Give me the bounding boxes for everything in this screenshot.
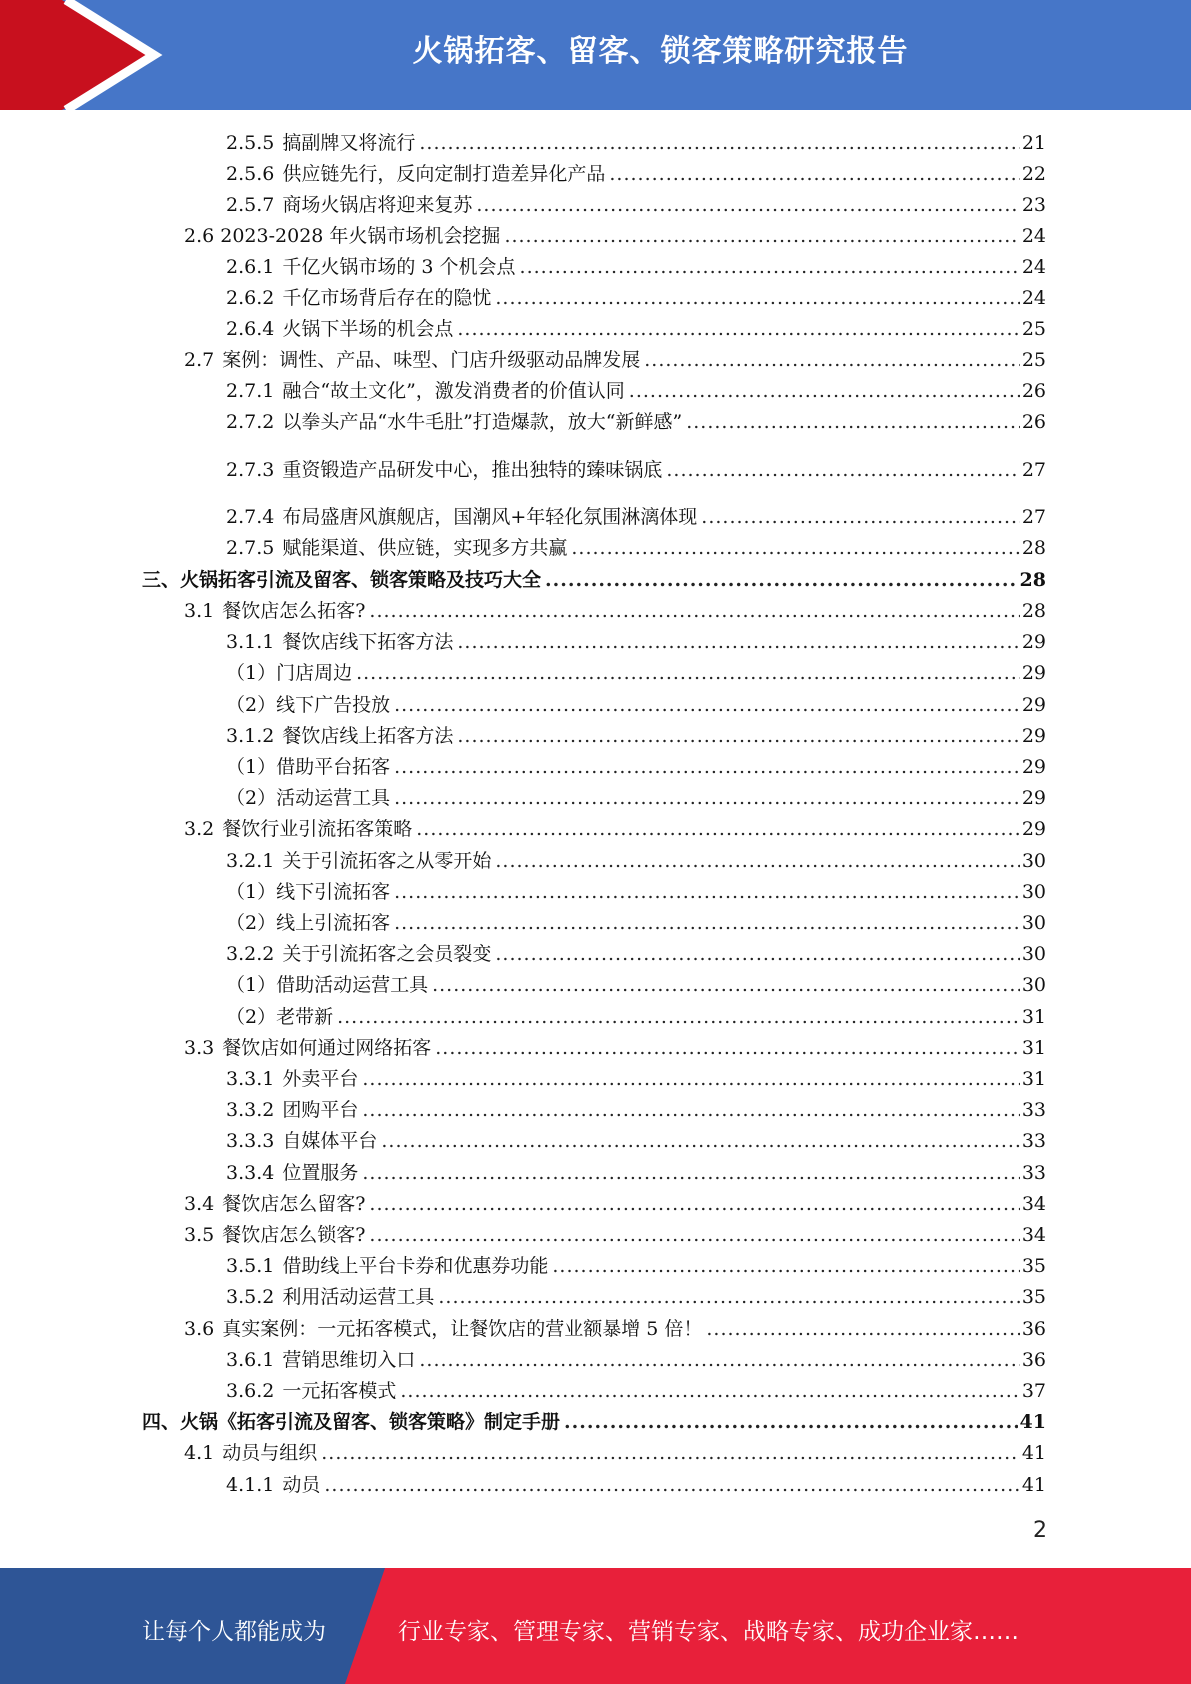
toc-entry-page: 29 — [1021, 694, 1046, 716]
toc-leader-dots — [362, 1158, 1019, 1188]
toc-entry[interactable] — [142, 565, 1046, 595]
toc-leader-dots — [545, 565, 1018, 595]
toc-entry-page: 41 — [1021, 1442, 1046, 1464]
toc-entry-title: 商场火锅店将迎来复苏 — [282, 194, 473, 216]
toc-entry-number: 4.1 — [184, 1442, 215, 1464]
toc-entry-number: 2.7.4 — [226, 506, 275, 528]
toc-entry[interactable] — [226, 752, 1046, 782]
toc-leader-dots — [438, 1282, 1019, 1312]
toc-entry-number: 2.7.2 — [226, 411, 275, 433]
toc-leader-dots — [495, 846, 1019, 876]
toc-entry-page: 29 — [1021, 725, 1046, 747]
toc-entry-title: 餐饮店如何通过网络拓客 — [222, 1037, 432, 1059]
toc-entry-page: 26 — [1021, 411, 1046, 433]
toc-leader-dots — [571, 533, 1019, 563]
toc-entry[interactable] — [226, 1251, 1046, 1281]
toc-entry-page: 30 — [1021, 912, 1046, 934]
toc-entry-title: （2）老带新 — [226, 1006, 334, 1028]
toc-entry[interactable] — [226, 721, 1046, 751]
toc-entry-page: 35 — [1021, 1255, 1046, 1277]
toc-entry-page: 41 — [1021, 1474, 1046, 1496]
toc-entry-title: 餐饮店线上拓客方法 — [282, 725, 454, 747]
toc-entry-page: 34 — [1021, 1193, 1046, 1215]
toc-entry[interactable] — [184, 814, 1046, 844]
toc-leader-dots — [706, 1314, 1019, 1344]
toc-leader-dots — [369, 1189, 1019, 1219]
toc-entry[interactable] — [184, 596, 1046, 626]
toc-entry[interactable] — [226, 846, 1046, 876]
toc-leader-dots — [416, 814, 1020, 844]
toc-entry-title: 赋能渠道、供应链，实现多方共赢 — [282, 537, 568, 559]
toc-entry-number: 3.3 — [184, 1037, 215, 1059]
toc-entry-page: 36 — [1021, 1349, 1046, 1371]
toc-leader-dots — [520, 252, 1020, 282]
toc-entry-number: 2.5.6 — [226, 163, 275, 185]
toc-entry-page: 34 — [1021, 1224, 1046, 1246]
toc-entry-page: 23 — [1021, 194, 1046, 216]
toc-entry-number: 3.6.1 — [226, 1349, 275, 1371]
toc-leader-dots — [666, 455, 1019, 485]
toc-entry-number: 4.1.1 — [226, 1474, 275, 1496]
toc-entry-number: 3.3.1 — [226, 1068, 275, 1090]
toc-leader-dots — [476, 190, 1019, 220]
toc-entry[interactable] — [226, 1282, 1046, 1312]
toc-leader-dots — [394, 877, 1020, 907]
toc-leader-dots — [369, 596, 1019, 626]
toc-entry-page: 28 — [1019, 569, 1046, 591]
toc-entry-page: 31 — [1021, 1068, 1046, 1090]
toc-entry[interactable] — [226, 783, 1046, 813]
toc-entry-page: 29 — [1021, 756, 1046, 778]
toc-entry-page: 33 — [1021, 1099, 1046, 1121]
toc-leader-dots — [362, 1095, 1019, 1125]
toc-entry-page: 29 — [1021, 818, 1046, 840]
toc-entry-page: 41 — [1019, 1411, 1046, 1433]
toc-entry[interactable] — [184, 1033, 1046, 1063]
toc-entry-title: 真实案例：一元拓客模式，让餐饮店的营业额暴增 5 倍！ — [222, 1318, 703, 1340]
toc-entry[interactable] — [226, 939, 1046, 969]
toc-entry-title: （2）线下广告投放 — [226, 694, 391, 716]
toc-entry-number: 2.6.1 — [226, 256, 275, 278]
toc-leader-dots — [394, 908, 1020, 938]
toc-entry-page: 33 — [1021, 1130, 1046, 1152]
toc-entry-title: 餐饮店线下拓客方法 — [282, 631, 454, 653]
toc-entry-page: 29 — [1021, 787, 1046, 809]
toc-entry-number: 2.6.4 — [226, 318, 275, 340]
toc-entry-number: 2.5.7 — [226, 194, 275, 216]
toc-entry-number: 2.7.3 — [226, 459, 275, 481]
toc-leader-dots — [457, 721, 1019, 751]
toc-entry-page: 29 — [1021, 662, 1046, 684]
toc-entry[interactable] — [226, 908, 1046, 938]
toc-leader-dots — [324, 1470, 1019, 1500]
toc-leader-dots — [435, 1033, 1020, 1063]
toc-entry[interactable] — [226, 283, 1046, 313]
toc-entry-title: 搞副牌又将流行 — [282, 132, 416, 154]
toc-leader-dots — [400, 1376, 1019, 1406]
toc-entry-page: 27 — [1021, 459, 1046, 481]
toc-leader-dots — [701, 502, 1020, 532]
toc-entry-page: 25 — [1021, 318, 1046, 340]
footer-slogan-right: 行业专家、管理专家、营销专家、战略专家、成功企业家…… — [398, 1619, 1019, 1645]
toc-entry-title: （2）活动运营工具 — [226, 787, 391, 809]
toc-entry[interactable] — [184, 221, 1046, 251]
toc-entry-number: 2.7 — [184, 349, 215, 371]
toc-entry[interactable] — [226, 407, 1046, 437]
toc-entry-page: 24 — [1021, 225, 1046, 247]
toc-entry-title: 位置服务 — [282, 1162, 359, 1184]
toc-entry[interactable] — [226, 314, 1046, 344]
toc-entry-title: 2.6 2023-2028 年火锅市场机会挖掘 — [184, 225, 501, 247]
toc-entry-title: 三、火锅拓客引流及留客、锁客策略及技巧大全 — [142, 569, 542, 591]
toc-entry-title: 利用活动运营工具 — [282, 1286, 435, 1308]
toc-leader-dots — [495, 283, 1019, 313]
toc-leader-dots — [369, 1220, 1019, 1250]
toc-entry[interactable] — [184, 345, 1046, 375]
toc-entry-number: 3.3.3 — [226, 1130, 275, 1152]
toc-entry-title: （2）线上引流拓客 — [226, 912, 391, 934]
toc-entry[interactable] — [226, 455, 1046, 485]
toc-entry-number: 3.1 — [184, 600, 215, 622]
toc-leader-dots — [504, 221, 1019, 251]
toc-entry-page: 31 — [1021, 1037, 1046, 1059]
toc-entry-title: （1）门店周边 — [226, 662, 353, 684]
toc-entry-title: 千亿市场背后存在的隐忧 — [282, 287, 492, 309]
toc-entry[interactable] — [184, 1438, 1046, 1468]
toc-entry-page: 27 — [1021, 506, 1046, 528]
toc-entry-title: （1）线下引流拓客 — [226, 881, 391, 903]
toc-leader-dots — [419, 1345, 1019, 1375]
toc-entry[interactable] — [226, 1345, 1046, 1375]
toc-entry-number: 3.2.2 — [226, 943, 275, 965]
toc-entry-title: 关于引流拓客之从零开始 — [282, 850, 492, 872]
toc-leader-dots — [321, 1438, 1020, 1468]
toc-entry-number: 3.6 — [184, 1318, 215, 1340]
toc-entry-page: 22 — [1021, 163, 1046, 185]
toc-entry-page: 30 — [1021, 850, 1046, 872]
toc-entry-title: 外卖平台 — [282, 1068, 359, 1090]
toc-entry[interactable] — [226, 1376, 1046, 1406]
toc-entry[interactable] — [226, 1126, 1046, 1156]
toc-entry-title: 餐饮店怎么拓客? — [222, 600, 366, 622]
toc-entry-page: 30 — [1021, 881, 1046, 903]
toc-entry-title: 动员 — [282, 1474, 321, 1496]
toc-entry-page: 25 — [1021, 349, 1046, 371]
toc-entry-title: 布局盛唐风旗舰店，国潮风+年轻化氛围淋漓体现 — [282, 506, 698, 528]
toc-leader-dots — [457, 627, 1019, 657]
toc-entry[interactable] — [226, 1470, 1046, 1500]
toc-entry-page: 33 — [1021, 1162, 1046, 1184]
toc-entry-title: 火锅下半场的机会点 — [282, 318, 454, 340]
toc-entry[interactable] — [226, 128, 1046, 158]
toc-entry-title: 供应链先行，反向定制打造差异化产品 — [282, 163, 606, 185]
toc-entry-page: 28 — [1021, 600, 1046, 622]
toc-entry-page: 37 — [1021, 1380, 1046, 1402]
toc-entry-title: 以拳头产品“水牛毛肚”打造爆款，放大“新鲜感” — [282, 411, 683, 433]
toc-leader-dots — [394, 752, 1020, 782]
toc-entry-number: 3.4 — [184, 1193, 215, 1215]
toc-entry-number: 2.7.5 — [226, 537, 275, 559]
toc-leader-dots — [394, 690, 1020, 720]
toc-entry-page: 28 — [1021, 537, 1046, 559]
toc-entry-page: 30 — [1021, 943, 1046, 965]
toc-leader-dots — [495, 939, 1019, 969]
toc-entry-title: 餐饮店怎么留客? — [222, 1193, 366, 1215]
toc-entry-page: 29 — [1021, 631, 1046, 653]
toc-entry[interactable] — [226, 1002, 1046, 1032]
page-header — [0, 0, 1191, 110]
toc-entry-title: 餐饮行业引流拓客策略 — [222, 818, 413, 840]
toc-entry-number: 3.6.2 — [226, 1380, 275, 1402]
page-footer — [0, 1568, 1191, 1684]
toc-entry[interactable] — [226, 1158, 1046, 1188]
toc-leader-dots — [552, 1251, 1019, 1281]
toc-leader-dots — [457, 314, 1019, 344]
toc-entry-number: 3.5.1 — [226, 1255, 275, 1277]
toc-entry[interactable] — [226, 376, 1046, 406]
toc-leader-dots — [432, 970, 1020, 1000]
toc-entry[interactable] — [184, 1220, 1046, 1250]
toc-entry[interactable] — [226, 533, 1046, 563]
toc-entry-title: 借助线上平台卡券和优惠券功能 — [282, 1255, 549, 1277]
toc-entry-number: 3.1.2 — [226, 725, 275, 747]
toc-leader-dots — [644, 345, 1020, 375]
toc-entry-page: 24 — [1021, 256, 1046, 278]
footer-slogan-left: 让每个人都能成为 — [142, 1619, 326, 1645]
toc-leader-dots — [362, 1064, 1019, 1094]
toc-entry-page: 21 — [1021, 132, 1046, 154]
toc-entry-title: 自媒体平台 — [282, 1130, 378, 1152]
toc-entry[interactable] — [184, 1314, 1046, 1344]
toc-entry[interactable] — [184, 1189, 1046, 1219]
toc-entry-title: 千亿火锅市场的 3 个机会点 — [282, 256, 516, 278]
toc-entry-number: 3.2 — [184, 818, 215, 840]
toc-leader-dots — [381, 1126, 1019, 1156]
toc-entry-number: 3.5.2 — [226, 1286, 275, 1308]
toc-entry-number: 3.1.1 — [226, 631, 275, 653]
page-number: 2 — [1033, 1518, 1047, 1543]
toc-entry-title: 动员与组织 — [222, 1442, 318, 1464]
toc-entry-page: 26 — [1021, 380, 1046, 402]
report-title: 火锅拓客、留客、锁客策略研究报告 — [412, 34, 909, 69]
toc-entry-number: 3.2.1 — [226, 850, 275, 872]
toc-entry[interactable] — [226, 190, 1046, 220]
toc-leader-dots — [356, 658, 1020, 688]
toc-entry-number: 3.3.4 — [226, 1162, 275, 1184]
toc-entry-title: （1）借助活动运营工具 — [226, 974, 429, 996]
toc-entry-number: 2.5.5 — [226, 132, 275, 154]
toc-entry[interactable] — [226, 252, 1046, 282]
toc-entry-number: 3.3.2 — [226, 1099, 275, 1121]
toc-leader-dots — [419, 128, 1019, 158]
toc-leader-dots — [394, 783, 1020, 813]
toc-entry-page: 24 — [1021, 287, 1046, 309]
toc-leader-dots — [609, 159, 1019, 189]
toc-entry-title: 案例：调性、产品、味型、门店升级驱动品牌发展 — [222, 349, 641, 371]
toc-entry[interactable] — [226, 627, 1046, 657]
toc-entry-number: 2.7.1 — [226, 380, 275, 402]
toc-entry-page: 31 — [1021, 1006, 1046, 1028]
toc-entry[interactable] — [226, 1064, 1046, 1094]
toc-entry-title: 营销思维切入口 — [282, 1349, 416, 1371]
toc-entry[interactable] — [226, 690, 1046, 720]
toc-entry-title: 融合“故土文化”，激发消费者的价值认同 — [282, 380, 625, 402]
toc-entry-page: 30 — [1021, 974, 1046, 996]
toc-entry-title: （1）借助平台拓客 — [226, 756, 391, 778]
toc-entry-page: 35 — [1021, 1286, 1046, 1308]
toc-entry-number: 3.5 — [184, 1224, 215, 1246]
toc-entry[interactable] — [226, 502, 1046, 532]
toc-entry-title: 四、火锅《拓客引流及留客、锁客策略》制定手册 — [142, 1411, 561, 1433]
toc-entry-title: 重资锻造产品研发中心，推出独特的臻味锅底 — [282, 459, 663, 481]
toc-entry-page: 36 — [1021, 1318, 1046, 1340]
toc-leader-dots — [337, 1002, 1020, 1032]
toc-entry-title: 团购平台 — [282, 1099, 359, 1121]
toc-entry-title: 一元拓客模式 — [282, 1380, 397, 1402]
toc-leader-dots — [564, 1407, 1018, 1437]
toc-entry-title: 关于引流拓客之会员裂变 — [282, 943, 492, 965]
toc-entry[interactable] — [142, 1407, 1046, 1437]
toc-leader-dots — [686, 407, 1020, 437]
toc-entry[interactable] — [226, 159, 1046, 189]
toc-leader-dots — [629, 376, 1020, 406]
toc-entry[interactable] — [226, 970, 1046, 1000]
toc-entry-title: 餐饮店怎么锁客? — [222, 1224, 366, 1246]
toc-entry[interactable] — [226, 658, 1046, 688]
toc-entry-number: 2.6.2 — [226, 287, 275, 309]
toc-entry[interactable] — [226, 877, 1046, 907]
toc-entry[interactable] — [226, 1095, 1046, 1125]
